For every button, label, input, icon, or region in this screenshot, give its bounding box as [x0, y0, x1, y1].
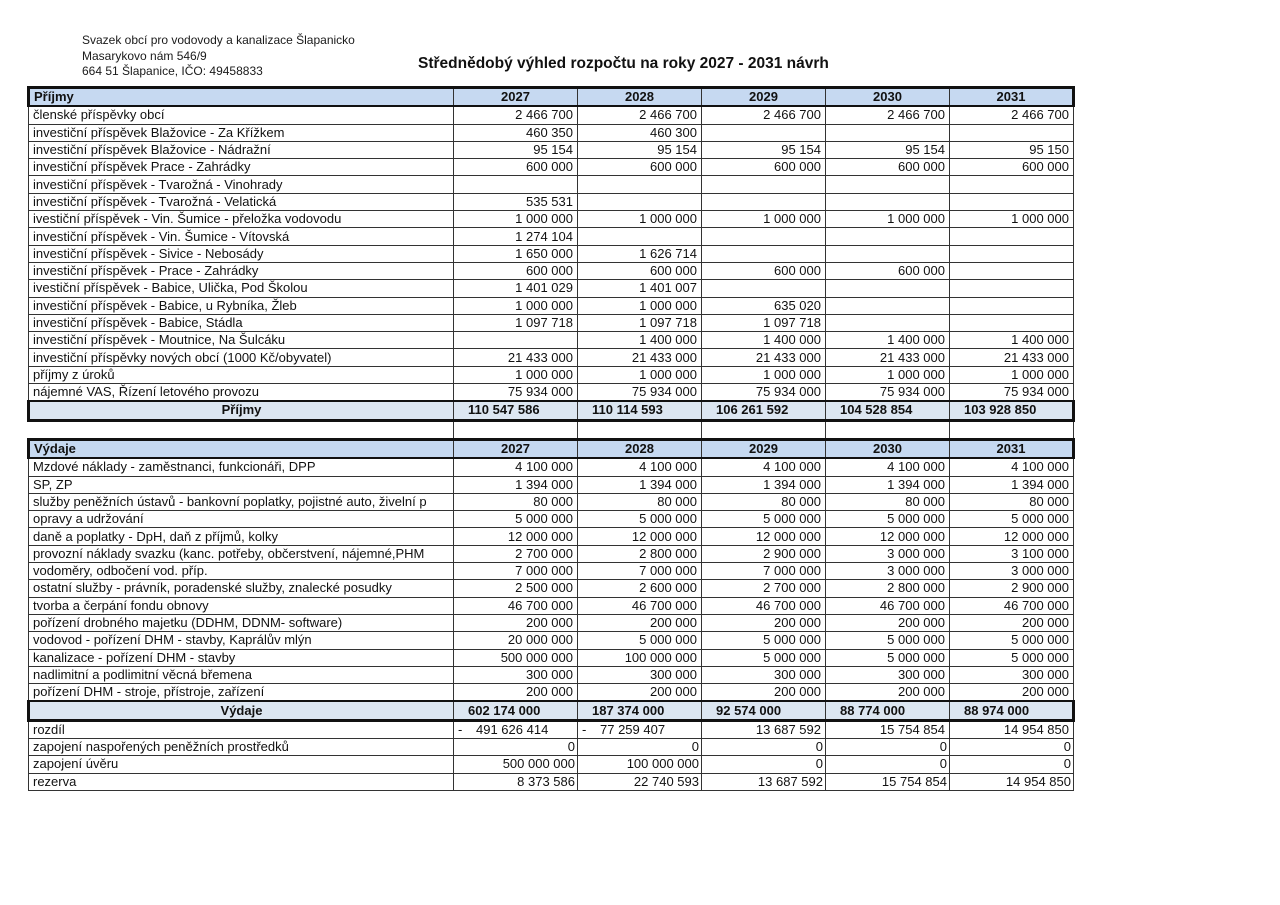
row-label: příjmy z úroků [29, 366, 454, 383]
income-total-2028: 110 114 593 [578, 401, 702, 420]
year-header-2028: 2028 [578, 88, 702, 107]
cell-2027: 1 000 000 [454, 366, 578, 383]
table-row [29, 366, 1074, 383]
cell-2030: 4 100 000 [826, 458, 950, 476]
cell-2027: 7 000 000 [454, 563, 578, 580]
cell-2031: 1 000 000 [950, 211, 1074, 228]
table-row [29, 666, 1074, 683]
row-label: vodovod - pořízení DHM - stavby, Kaprálův mlýn [29, 632, 454, 649]
budget-table [27, 86, 1075, 791]
table-row [29, 245, 1074, 262]
cell-2031: 46 700 000 [950, 597, 1074, 614]
row-label: ivestiční příspěvek - Vin. Šumice - přeložka vodovodu [29, 211, 454, 228]
cell-2029: 2 900 000 [702, 545, 826, 562]
cell-2027: 1 097 718 [454, 314, 578, 331]
expenses-total-2027: 602 174 000 [454, 701, 578, 720]
reserve-cell-2029: 13 687 592 [702, 773, 826, 790]
cell-2031: 4 100 000 [950, 458, 1074, 476]
reserve-label: rezerva [29, 773, 454, 790]
table-row [29, 528, 1074, 545]
difference-row [29, 720, 1074, 738]
cell-2028: 5 000 000 [578, 511, 702, 528]
cell-2027: 20 000 000 [454, 632, 578, 649]
income-section-title: Příjmy [29, 88, 454, 107]
cell-2029: 4 100 000 [702, 458, 826, 476]
cell-2031: 300 000 [950, 666, 1074, 683]
row-label: služby peněžních ústavů - bankovní poplatky, pojistné auto, živelní p [29, 493, 454, 510]
negative-sign: - [458, 721, 463, 737]
table-row [29, 458, 1074, 476]
reserve-cell-2028: 22 740 593 [578, 773, 702, 790]
spacer-row [29, 420, 1074, 439]
cell-2027: 500 000 000 [454, 649, 578, 666]
cell-2030: 1 400 000 [826, 332, 950, 349]
cell-2031: 200 000 [950, 684, 1074, 702]
cell-2028: 1 401 007 [578, 280, 702, 297]
cell-2027: 535 531 [454, 193, 578, 210]
expenses-total-2031: 88 974 000 [950, 701, 1074, 720]
cell-2031: 5 000 000 [950, 632, 1074, 649]
row-label: pořízení drobného majetku (DDHM, DDNM- software) [29, 614, 454, 631]
cell-2028: 100 000 000 [578, 649, 702, 666]
row-label: pořízení DHM - stroje, přístroje, zařízení [29, 684, 454, 702]
org-street: Masarykovo nám 546/9 [82, 48, 207, 63]
cell-2031 [950, 124, 1074, 141]
cell-2029: 2 700 000 [702, 580, 826, 597]
row-label: vodoměry, odbočení vod. příp. [29, 563, 454, 580]
cell-2028: 1 394 000 [578, 476, 702, 493]
cell-2028: 1 000 000 [578, 366, 702, 383]
savings-cell-2027: 0 [454, 738, 578, 755]
table-row [29, 614, 1074, 631]
table-row [29, 563, 1074, 580]
negative-sign: - [582, 721, 587, 737]
cell-2029: 5 000 000 [702, 649, 826, 666]
cell-2030: 1 000 000 [826, 366, 950, 383]
cell-2029: 2 466 700 [702, 106, 826, 124]
cell-2029: 80 000 [702, 493, 826, 510]
cell-2031 [950, 176, 1074, 193]
cell-2027: 200 000 [454, 614, 578, 631]
cell-2030: 200 000 [826, 684, 950, 702]
table-row [29, 511, 1074, 528]
expenses-total-2029: 92 574 000 [702, 701, 826, 720]
difference-cell-2027 [454, 720, 578, 738]
cell-2030: 5 000 000 [826, 649, 950, 666]
savings-cell-2030: 0 [826, 738, 950, 755]
organization-address [82, 33, 355, 80]
cell-2029: 46 700 000 [702, 597, 826, 614]
cell-2029: 600 000 [702, 262, 826, 279]
row-label: investiční příspěvek - Prace - Zahrádky [29, 262, 454, 279]
income-total-label: Příjmy [29, 401, 454, 420]
expenses-total-row [29, 701, 1074, 720]
cell-2029 [702, 176, 826, 193]
cell-2030: 12 000 000 [826, 528, 950, 545]
cell-2031: 1 394 000 [950, 476, 1074, 493]
cell-2028: 75 934 000 [578, 384, 702, 402]
difference-value: 77 259 407 [600, 721, 666, 737]
loan-cell-2027: 500 000 000 [454, 756, 578, 773]
spacer-cell [29, 420, 454, 439]
cell-2030: 21 433 000 [826, 349, 950, 366]
cell-2030: 3 000 000 [826, 545, 950, 562]
cell-2030: 75 934 000 [826, 384, 950, 402]
table-row [29, 193, 1074, 210]
cell-2030: 95 154 [826, 141, 950, 158]
expenses-total-2030: 88 774 000 [826, 701, 950, 720]
cell-2028: 46 700 000 [578, 597, 702, 614]
row-label: provozní náklady svazku (kanc. potřeby, občerstvení, nájemné,PHM [29, 545, 454, 562]
row-label: ivestiční příspěvek - Babice, Ulička, Pod Školou [29, 280, 454, 297]
year-header-2029: 2029 [702, 88, 826, 107]
row-label: kanalizace - pořízení DHM - stavby [29, 649, 454, 666]
reserve-cell-2027: 8 373 586 [454, 773, 578, 790]
cell-2027: 1 000 000 [454, 297, 578, 314]
cell-2031 [950, 228, 1074, 245]
cell-2027: 600 000 [454, 159, 578, 176]
year-header-2027: 2027 [454, 88, 578, 107]
table-row [29, 297, 1074, 314]
spacer-cell [950, 420, 1074, 439]
cell-2030 [826, 176, 950, 193]
cell-2027: 300 000 [454, 666, 578, 683]
cell-2030: 300 000 [826, 666, 950, 683]
cell-2029: 95 154 [702, 141, 826, 158]
cell-2027: 5 000 000 [454, 511, 578, 528]
row-label: investiční příspěvek Prace - Zahrádky [29, 159, 454, 176]
row-label: nájemné VAS, Řízení letového provozu [29, 384, 454, 402]
table-row [29, 176, 1074, 193]
table-row [29, 580, 1074, 597]
cell-2030: 1 394 000 [826, 476, 950, 493]
table-row [29, 280, 1074, 297]
difference-cell-2029: 13 687 592 [702, 720, 826, 738]
cell-2028: 2 800 000 [578, 545, 702, 562]
cell-2029: 600 000 [702, 159, 826, 176]
table-row [29, 159, 1074, 176]
reserve-cell-2031: 14 954 850 [950, 773, 1074, 790]
row-label: SP, ZP [29, 476, 454, 493]
cell-2028: 7 000 000 [578, 563, 702, 580]
cell-2029: 1 000 000 [702, 366, 826, 383]
table-row [29, 684, 1074, 702]
spacer-cell [454, 420, 578, 439]
cell-2031 [950, 245, 1074, 262]
cell-2027: 21 433 000 [454, 349, 578, 366]
table-row [29, 228, 1074, 245]
table-row [29, 124, 1074, 141]
cell-2029 [702, 245, 826, 262]
cell-2029: 75 934 000 [702, 384, 826, 402]
row-label: členské příspěvky obcí [29, 106, 454, 124]
table-row [29, 384, 1074, 402]
row-label: nadlimitní a podlimitní věcná břemena [29, 666, 454, 683]
cell-2029: 1 394 000 [702, 476, 826, 493]
cell-2028: 95 154 [578, 141, 702, 158]
cell-2027: 4 100 000 [454, 458, 578, 476]
cell-2030: 2 800 000 [826, 580, 950, 597]
expenses-total-label: Výdaje [29, 701, 454, 720]
cell-2027 [454, 332, 578, 349]
table-row [29, 211, 1074, 228]
cell-2029: 7 000 000 [702, 563, 826, 580]
table-row [29, 649, 1074, 666]
cell-2027: 2 700 000 [454, 545, 578, 562]
cell-2030: 5 000 000 [826, 632, 950, 649]
cell-2029: 1 097 718 [702, 314, 826, 331]
cell-2028: 1 000 000 [578, 297, 702, 314]
savings-label: zapojení naspořených peněžních prostředků [29, 738, 454, 755]
reserve-cell-2030: 15 754 854 [826, 773, 950, 790]
row-label: investiční příspěvek - Tvarožná - Velatická [29, 193, 454, 210]
cell-2030 [826, 245, 950, 262]
cell-2030: 5 000 000 [826, 511, 950, 528]
table-row [29, 332, 1074, 349]
cell-2027: 95 154 [454, 141, 578, 158]
table-row [29, 314, 1074, 331]
cell-2031: 600 000 [950, 159, 1074, 176]
cell-2030: 200 000 [826, 614, 950, 631]
cell-2030: 2 466 700 [826, 106, 950, 124]
cell-2029 [702, 124, 826, 141]
savings-cell-2028: 0 [578, 738, 702, 755]
cell-2031 [950, 262, 1074, 279]
spacer-cell [826, 420, 950, 439]
table-row [29, 597, 1074, 614]
cell-2030 [826, 228, 950, 245]
cell-2027: 80 000 [454, 493, 578, 510]
cell-2027: 12 000 000 [454, 528, 578, 545]
row-label: investiční příspěvek Blažovice - Za Křížkem [29, 124, 454, 141]
cell-2028: 460 300 [578, 124, 702, 141]
cell-2031: 12 000 000 [950, 528, 1074, 545]
year-header-2028: 2028 [578, 439, 702, 458]
row-label: investiční příspěvek - Babice, Stádla [29, 314, 454, 331]
cell-2030: 46 700 000 [826, 597, 950, 614]
cell-2028 [578, 193, 702, 210]
cell-2031: 1 000 000 [950, 366, 1074, 383]
loan-cell-2030: 0 [826, 756, 950, 773]
cell-2030: 3 000 000 [826, 563, 950, 580]
year-header-2029: 2029 [702, 439, 826, 458]
difference-cell-2030: 15 754 854 [826, 720, 950, 738]
cell-2027: 2 466 700 [454, 106, 578, 124]
row-label: tvorba a čerpání fondu obnovy [29, 597, 454, 614]
year-header-2030: 2030 [826, 439, 950, 458]
row-label: investiční příspěvky nových obcí (1000 Kč/obyvatel) [29, 349, 454, 366]
cell-2028: 1 097 718 [578, 314, 702, 331]
cell-2027: 200 000 [454, 684, 578, 702]
row-label: investiční příspěvek Blažovice - Nádražní [29, 141, 454, 158]
cell-2031 [950, 297, 1074, 314]
cell-2029: 12 000 000 [702, 528, 826, 545]
row-label: investiční příspěvek - Vin. Šumice - Vítovská [29, 228, 454, 245]
difference-value: 491 626 414 [476, 721, 549, 737]
table-row [29, 476, 1074, 493]
cell-2027: 46 700 000 [454, 597, 578, 614]
cell-2029 [702, 280, 826, 297]
row-label: investiční příspěvek - Moutnice, Na Šulcáku [29, 332, 454, 349]
income-total-2030: 104 528 854 [826, 401, 950, 420]
cell-2028: 2 466 700 [578, 106, 702, 124]
org-name: Svazek obcí pro vodovody a kanalizace Šlapanicko [82, 33, 355, 47]
cell-2029: 5 000 000 [702, 511, 826, 528]
cell-2029 [702, 228, 826, 245]
income-total-2029: 106 261 592 [702, 401, 826, 420]
loan-cell-2029: 0 [702, 756, 826, 773]
cell-2031: 3 000 000 [950, 563, 1074, 580]
cell-2027: 1 394 000 [454, 476, 578, 493]
year-header-2031: 2031 [950, 88, 1074, 107]
table-row [29, 632, 1074, 649]
cell-2027: 1 401 029 [454, 280, 578, 297]
cell-2031 [950, 314, 1074, 331]
cell-2031: 5 000 000 [950, 511, 1074, 528]
difference-label: rozdíl [29, 720, 454, 738]
cell-2028: 5 000 000 [578, 632, 702, 649]
cell-2029: 200 000 [702, 614, 826, 631]
cell-2031 [950, 280, 1074, 297]
cell-2030: 1 000 000 [826, 211, 950, 228]
cell-2030: 80 000 [826, 493, 950, 510]
cell-2028: 1 000 000 [578, 211, 702, 228]
savings-row [29, 738, 1074, 755]
cell-2029: 635 020 [702, 297, 826, 314]
cell-2030 [826, 314, 950, 331]
cell-2029: 5 000 000 [702, 632, 826, 649]
row-label: investiční příspěvek - Tvarožná - Vinohrady [29, 176, 454, 193]
loan-cell-2031: 0 [950, 756, 1074, 773]
row-label: Mzdové náklady - zaměstnanci, funkcionáři, DPP [29, 458, 454, 476]
table-row [29, 141, 1074, 158]
cell-2029 [702, 193, 826, 210]
cell-2031: 75 934 000 [950, 384, 1074, 402]
difference-cell-2031: 14 954 850 [950, 720, 1074, 738]
cell-2029: 200 000 [702, 684, 826, 702]
cell-2030 [826, 280, 950, 297]
row-label: daně a poplatky - DpH, daň z příjmů, kolky [29, 528, 454, 545]
row-label: investiční příspěvek - Sivice - Nebosády [29, 245, 454, 262]
savings-cell-2031: 0 [950, 738, 1074, 755]
cell-2028 [578, 228, 702, 245]
cell-2028: 2 600 000 [578, 580, 702, 597]
reserve-row [29, 773, 1074, 790]
cell-2028: 1 400 000 [578, 332, 702, 349]
cell-2030 [826, 297, 950, 314]
row-label: opravy a udržování [29, 511, 454, 528]
table-row [29, 493, 1074, 510]
cell-2028: 4 100 000 [578, 458, 702, 476]
cell-2028: 300 000 [578, 666, 702, 683]
cell-2028: 200 000 [578, 684, 702, 702]
cell-2030 [826, 124, 950, 141]
cell-2028: 600 000 [578, 159, 702, 176]
savings-cell-2029: 0 [702, 738, 826, 755]
cell-2029: 1 400 000 [702, 332, 826, 349]
income-total-2031: 103 928 850 [950, 401, 1074, 420]
cell-2028: 200 000 [578, 614, 702, 631]
expenses-section-title: Výdaje [29, 439, 454, 458]
cell-2031: 5 000 000 [950, 649, 1074, 666]
expenses-header-row [29, 439, 1074, 458]
table-row [29, 545, 1074, 562]
document-title: Střednědobý výhled rozpočtu na roky 2027 - 2031 návrh [418, 55, 829, 72]
org-city-ico: 664 51 Šlapanice, IČO: 49458833 [82, 64, 263, 78]
cell-2027: 460 350 [454, 124, 578, 141]
cell-2027: 1 000 000 [454, 211, 578, 228]
year-header-2031: 2031 [950, 439, 1074, 458]
cell-2029: 21 433 000 [702, 349, 826, 366]
row-label: investiční příspěvek - Babice, u Rybníka, Žleb [29, 297, 454, 314]
cell-2027: 1 274 104 [454, 228, 578, 245]
cell-2027: 1 650 000 [454, 245, 578, 262]
cell-2028: 21 433 000 [578, 349, 702, 366]
cell-2028: 80 000 [578, 493, 702, 510]
cell-2028 [578, 176, 702, 193]
cell-2031: 80 000 [950, 493, 1074, 510]
spacer-cell [578, 420, 702, 439]
cell-2028: 12 000 000 [578, 528, 702, 545]
cell-2031 [950, 193, 1074, 210]
year-header-2027: 2027 [454, 439, 578, 458]
cell-2028: 600 000 [578, 262, 702, 279]
table-row [29, 349, 1074, 366]
cell-2031: 200 000 [950, 614, 1074, 631]
table-row [29, 106, 1074, 124]
cell-2029: 1 000 000 [702, 211, 826, 228]
cell-2031: 2 466 700 [950, 106, 1074, 124]
income-total-row [29, 401, 1074, 420]
cell-2027 [454, 176, 578, 193]
cell-2028: 1 626 714 [578, 245, 702, 262]
cell-2031: 1 400 000 [950, 332, 1074, 349]
cell-2027: 75 934 000 [454, 384, 578, 402]
loan-cell-2028: 100 000 000 [578, 756, 702, 773]
expenses-total-2028: 187 374 000 [578, 701, 702, 720]
loan-label: zapojení úvěru [29, 756, 454, 773]
income-total-2027: 110 547 586 [454, 401, 578, 420]
cell-2031: 21 433 000 [950, 349, 1074, 366]
income-header-row [29, 88, 1074, 107]
difference-cell-2028 [578, 720, 702, 738]
cell-2031: 3 100 000 [950, 545, 1074, 562]
cell-2030: 600 000 [826, 262, 950, 279]
cell-2027: 2 500 000 [454, 580, 578, 597]
row-label: ostatní služby - právník, poradenské služby, znalecké posudky [29, 580, 454, 597]
cell-2030 [826, 193, 950, 210]
table-row [29, 262, 1074, 279]
loan-row [29, 756, 1074, 773]
cell-2031: 95 150 [950, 141, 1074, 158]
spacer-cell [702, 420, 826, 439]
year-header-2030: 2030 [826, 88, 950, 107]
cell-2029: 300 000 [702, 666, 826, 683]
cell-2031: 2 900 000 [950, 580, 1074, 597]
cell-2030: 600 000 [826, 159, 950, 176]
cell-2027: 600 000 [454, 262, 578, 279]
